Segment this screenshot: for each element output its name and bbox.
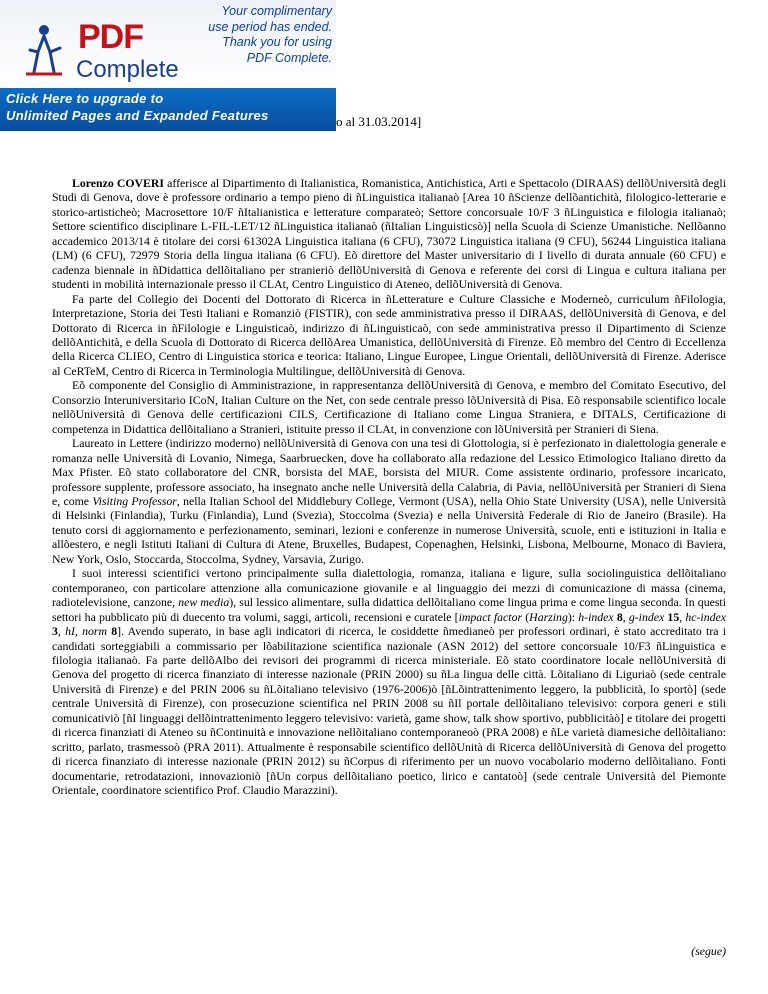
- text-run: ,: [57, 624, 66, 639]
- paragraph: [52, 378, 726, 436]
- text-run: hc-index: [685, 609, 726, 624]
- text-run: ]. Avendo superato, in base agli indicatori di ricerca, le cosiddette ñmedianeò per professori ordinari, è stato accreditato tra i candidati sorteggiabili a commissario per lõabilitazione scientifica nazionale (ASN 2012) del settore concorsuale 10/F3 ñLinguistica e filologia italianaò. Fa parte dellõAlbo dei revisori dei programmi di ricerca ministeriale. Eõ stato coordinatore locale nellõUniversità di Genova del progetto di ricerca finanziato di interesse nazionale (PRIN 2000) su ñLa lingua delle città. Lõitaliano di Liguriaò (sede centrale Università di Firenze) e del PRIN 2006 su ñLõitaliano televisivo (1976-2006)ò [ñLõintrattenimento leggero, la pubblicità, lo sportò] (sede centrale Università di Firenze), con prosecuzione scientifica nel PRIN 2008 su ñIl portale dellõitaliano televisivo: corpora generi e stili comunicativiò [ñI linguaggi dellõintrattenimento leggero televisivo: varietà, game show, talk show sportivo, pubblicitàò] e titolare dei progetti di ricerca finanziati di Ateneo su ñContinuità e innovazione nellõitaliano contemporaneoò (PRA 2008) e ñLe varietà diamesiche dellõitaliano: scritto, parlato, trasmessoò (PRA 2011). Attualmente è responsabile scientifico dellõUnità di Ricerca dellõUniversità di Genova del progetto di ricerca finanziato di interesse nazionale (PRIN 2012) su ñCorpus di riferimento per un nuovo vocabolario moderno dellõitaliano. Fonti documentarie, retrodatazioni, innovazioniò [ñUn corpus dellõitaliano poetico, lirico e cantatoò] (sede centrale Università del Piemonte Orientale, coordinatore scientifico Prof. Claudio Marazzini).: [52, 624, 726, 798]
- text-run: h-index: [578, 609, 614, 624]
- text-run: Visiting Professor: [92, 493, 177, 508]
- promo-line: use period has ended.: [208, 19, 332, 34]
- text-run: ):: [567, 609, 579, 624]
- promo-line: PDF Complete.: [246, 50, 332, 65]
- text-run: 15: [667, 609, 680, 624]
- text-run: ,: [679, 609, 686, 624]
- text-run: 8: [616, 609, 623, 624]
- paragraph: [52, 566, 726, 797]
- promo-message: [194, 4, 332, 66]
- update-note: o al 31.03.2014]: [336, 114, 422, 129]
- document-body: [52, 176, 726, 797]
- text-run: afferisce al Dipartimento di Italianistica, Romanistica, Antichistica, Arti e Spettacolo (DIRAAS) dellõUniversità degli Studi di Genova, dove è professore ordinario a tempo pieno di ñLinguistica italianaò [Area 10 ñScienze dellõantichità, filologico-letterarie e storico-artisticheò; Macrosettore 10/F ñItalianistica e letterature comparateò; Settore concorsuale 10/F 3 ñLinguistica e filologia italianaò; Settore scientifico disciplinare L-FIL-LET/12 ñLinguistica italianaò (ñItalian Linguisticsò)] nella Scuola di Scienze Umanistiche. Nellõanno accademico 2013/14 è titolare dei corsi 61302A Linguistica italiana (6 CFU), 73072 Linguistica italiana (9 CFU), 56244 Linguistica italiana (LM) (6 CFU), 72979 Storia della lingua italiana (6 CFU). Eõ direttore del Master universitario di I livello di durata annuale (60 CFU) e cadenza biennale in ñDidattica dellõitaliano per stranieriò dellõUniversità di Genova e referente dei corsi di Lingua e cultura italiana per studenti in mobilità internazionale presso il CLAt, Centro Linguistico di Ateneo, dellõUniversità di Genova.: [52, 176, 726, 292]
- logo-product: Complete: [76, 56, 179, 83]
- paragraph: [52, 176, 726, 292]
- text-run: , nella Italian School del Middlebury College, Vermont (USA), nella Ohio State University (USA), nelle Università di Helsinki (Finlandia), Turku (Finlandia), Lund (Svezia), Stoccolma (Svezia) e nella Università Federale di Rio de Janeiro (Brasile). Ha tenuto corsi di aggiornamento e perfezionamento, seminari, lezioni e conferenze in numerose Università, scuole, enti e istituzioni in Italia e allõestero, e negli Istituti Italiani di Cultura di Atene, Bruxelles, Budapest, Copenaghen, Helsinki, Lisbona, Melbourne, Monaco di Baviera, New York, Oslo, Stoccarda, Stoccolma, Sydney, Varsavia, Zurigo.: [52, 493, 726, 566]
- pdf-complete-banner[interactable]: [0, 0, 336, 131]
- paragraph: [52, 436, 726, 566]
- text-run: ,: [622, 609, 629, 624]
- logo-brand: PDF: [78, 18, 143, 56]
- pdf-complete-logo: [8, 8, 178, 86]
- paragraph: [52, 292, 726, 379]
- text-run: Harzing: [529, 609, 568, 624]
- text-run: new media: [178, 595, 230, 610]
- text-run: (: [522, 609, 530, 624]
- text-run: 3: [52, 624, 58, 639]
- text-run: Fa parte del Collegio dei Docenti del Dottorato di Ricerca in ñLetterature e Culture Classiche e Moderneò, curriculum ñFilologia, Interpretazione, Storia dei Testi Italiani e Romanziò (FISTIR), con sede amministrativa presso il DIRAAS, dellõUniversità di Genova, e del Dottorato di Ricerca in ñFilologie e Linguisticaò, indirizzo di ñLinguisticaò, con sede amministrativa presso il Dipartimento di Scienze dellõAntichità, e della Scuola di Dottorato di Ricerca dellõArea Umanistica, dellõUniversità di Firenze. Eõ membro del Centro di Eccellenza della Ricerca CLIEO, Centro di Linguistica storica e teorica: Italiano, Lingue Europee, Lingue Orientali, dellõUniversità di Firenze. Aderisce al CeRTeM, Centro di Ricerca in Terminologia Multilingue, dellõUniversità di Genova.: [52, 291, 726, 378]
- continued-note: (segue): [691, 944, 726, 958]
- text-run: g-index: [628, 609, 665, 624]
- text-run: Eõ componente del Consiglio di Amministrazione, in rappresentanza dellõUniversità di Genova, e membro del Comitato Esecutivo, del Consorzio Interuniversitario ICoN, Italian Culture on the Net, con sede centrale presso lõUniversità di Pisa. Eõ responsabile scientifico locale nellõUniversità di Genova delle certificazioni CILS, Certificazione di Italiano come Lingua Straniera, e DITALS, Certificazione di competenza in Didattica dellõitaliano a Stranieri, istituite presso il CLAt, in convenzione con lõUniversità per Stranieri di Siena.: [52, 378, 726, 436]
- text-run: hI, norm: [65, 624, 108, 639]
- logo-figure-icon: [24, 22, 64, 80]
- upgrade-link-line[interactable]: Unlimited Pages and Expanded Features: [6, 108, 269, 123]
- text-run: ), sul lessico alimentare, sulla didattica dellõitaliano come lingua prima e come lingua seconda. In questi settori ha pubblicato più di duecento tra volumi, saggi, articoli, recensioni e curatele [: [52, 595, 726, 624]
- banner-header: [0, 0, 336, 88]
- text-run: impact factor: [458, 609, 523, 624]
- promo-line: Thank you for using: [222, 35, 332, 49]
- text-run: Lorenzo COVERI: [72, 176, 165, 190]
- upgrade-link-line[interactable]: Click Here to upgrade to: [6, 91, 164, 106]
- text-run: 8: [111, 624, 118, 639]
- text-run: Laureato in Lettere (indirizzo moderno) nellõUniversità di Genova con una tesi di Glottologia, si è perfezionato in dialettologia generale e romanza nelle Università di Lovanio, Nimega, Saarbruecken, dove ha collaborato alla redazione del Lessico Etimologico Italiano diretto da Max Pfister. Eõ stato collaboratore del CNR, borsista del MAE, borsista del MIUR. Come assistente ordinario, professore incaricato, professore supplente, professore associato, ha insegnato anche nelle Università della Calabria, di Pavia, nellõUniversità per Stranieri di Siena e, come: [52, 436, 726, 508]
- text-run: I suoi interessi scientifici vertono principalmente sulla dialettologia, romanza, italiana e ligure, sulla sociolinguistica dellõitaliano contemporaneo, con particolare attenzione alla comunicazione giovanile e al linguaggio dei mezzi di comunicazione di massa (cinema, radiotelevisione, canzone,: [52, 566, 726, 610]
- promo-line: Your complimentary: [221, 4, 332, 18]
- upgrade-link[interactable]: [0, 88, 336, 131]
